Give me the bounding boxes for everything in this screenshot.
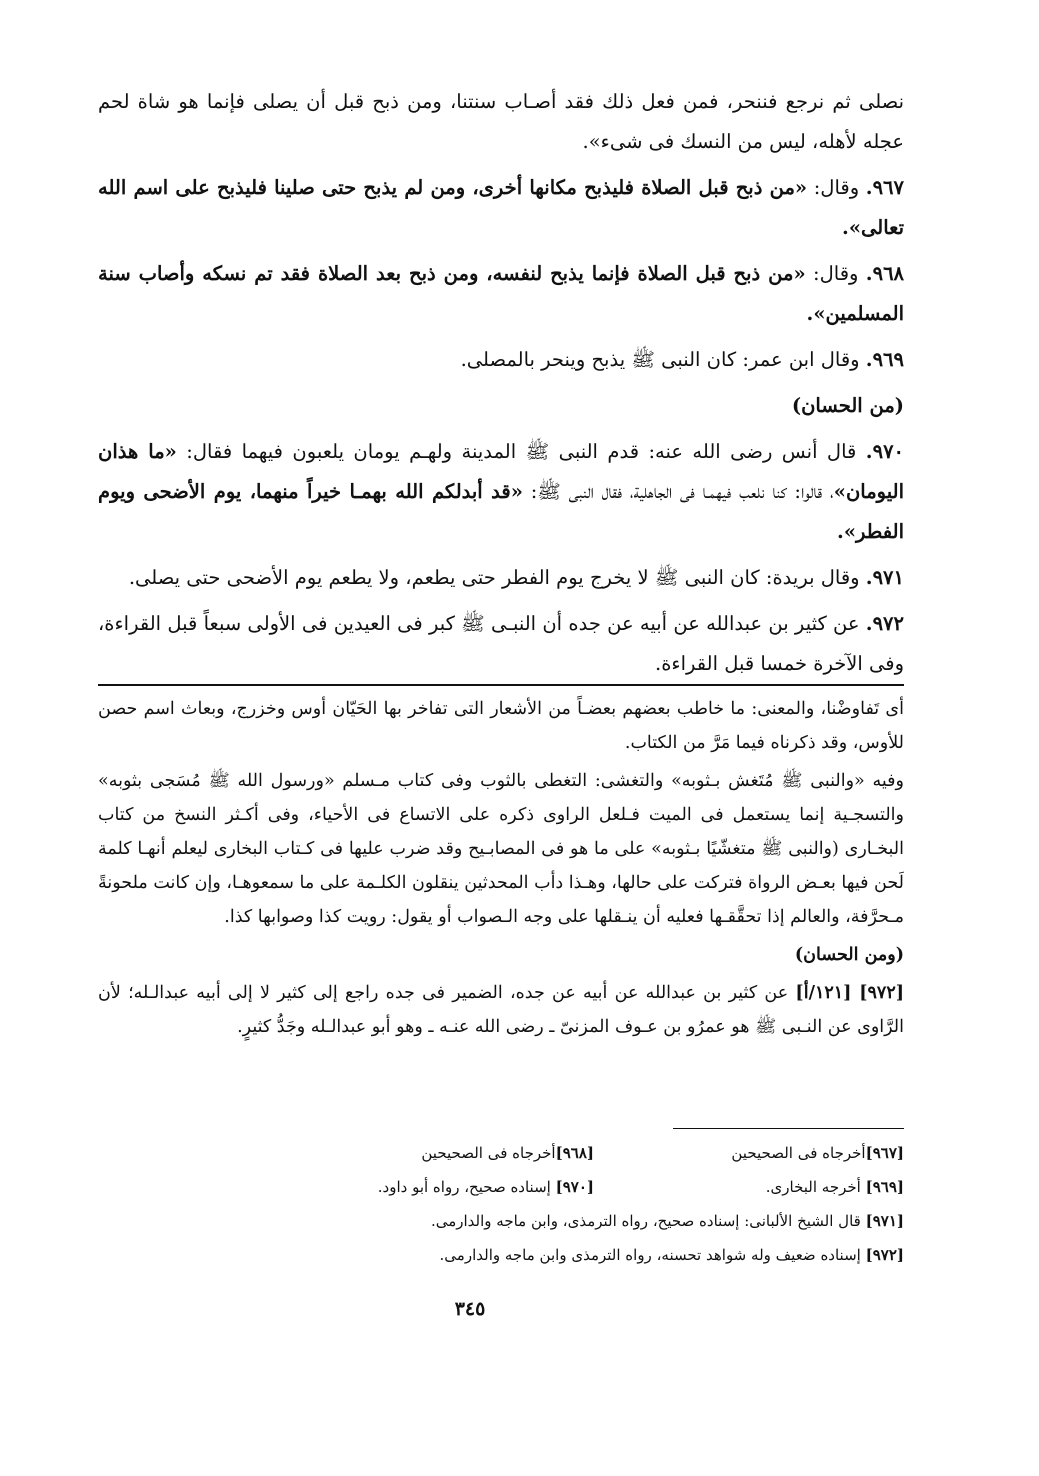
footnote: [٩٧١] قال الشيخ الألبانی: إسناده صحيح، رواه الترمذی، وابن ماجه والدارمی.: [430, 1212, 904, 1230]
footnote: [٩٧٠] إسناده صحيح، رواه أبو داود.: [377, 1178, 594, 1196]
section-heading: (ومن الحسان): [794, 945, 904, 965]
hadith-969: ٩٦٩. وقال ابن عمر: كان النبی ﷺ يذبح وينحر بالمصلی.: [460, 348, 904, 371]
hadith-number: ٩٦٨.: [865, 262, 905, 285]
hadith-972: ٩٧٢. عن كثير بن عبدالله عن أبيه عن جده أن النبـی ﷺ كبر فی العيدين فی الأولى سبعاً قبل القراءة، وفی الآخرة خمسا قبل القراءة.: [98, 612, 904, 675]
footnote: [٩٧٢] إسناده ضعيف وله شواهد تحسنه، رواه الترمذی وابن ماجه والدارمی.: [439, 1246, 904, 1264]
hadith-number: ٩٧٢.: [865, 612, 904, 635]
footnote-row: [250, 1238, 904, 1272]
footnote-row: [250, 1204, 904, 1238]
hadith-text-block: [98, 82, 904, 690]
footnote: [٩٦٨]أخرجاه فی الصحيحين: [421, 1144, 594, 1162]
commentary-paragraph: وفيه «والنبی ﷺ مُتَغش بـثوبه» والتغشی: التغطی بالثوب وفی كتاب مـسلم «ورسول الله ﷺ مُسَجی بثوبه» والتسجـية إنما يستعمل فی الميت فـلعل الراوی ذكره على الاتساع فی الأحياء، وفی أكـثر النسخ من كتاب البخـاری (والنبی ﷺ متغشّيًا بـثوبه» على ما هو فی المصابـيح وقد ضرب عليها فی كـتاب البخاری ليعلم أنهـا كلمة لَحن فيها بعـض الرواة فتركت على حالها، وهـذا دأب المحدثين ينقلون الكلـمة على ما سمعوهـا، وإن كانت ملحونةً مـحرَّفة، والعالم إذا تحقَّقـها فعليه أن ينـقلها على وجه الـصواب أو يقول: رويت كذا وصوابها كذا.: [98, 771, 904, 927]
footnote-row: [250, 1170, 904, 1204]
hadith-970: ٩٧٠. قال أنس رضی الله عنه: قدم النبی ﷺ المدينة ولهـم يومان يلعبون فيهما فقال: «ما هذان اليومان»، قالوا: كنا نلعب فيهمـا فی الجاهلية، فقال النبی ﷺ: «قد أبدلكم الله بهمـا خيراً منهما، يوم الأضحى ويوم الفطر».: [98, 440, 905, 543]
footnote: [٩٦٧]أخرجاه فی الصحيحين: [731, 1144, 904, 1162]
hadith-967: ٩٦٧. وقال: «من ذبح قبل الصلاة فليذبح مكانها أخرى، ومن لم يذبح حتى صلينا فليذبح على اسم الله تعالى».: [98, 176, 904, 239]
footnote-row: [250, 1136, 904, 1170]
section-heading: (من الحسان): [791, 394, 904, 417]
hadith-number: ٩٧٠.: [865, 440, 905, 463]
footnote-rule: [673, 1128, 904, 1129]
page-number: ٣٤٥: [454, 1298, 486, 1320]
footnote: [٩٦٩] أخرجه البخاری.: [765, 1178, 904, 1196]
hadith-971: ٩٧١. وقال بريدة: كان النبی ﷺ لا يخرج يوم الفطر حتى يطعم، ولا يطعم يوم الأضحى حتى يصلی.: [128, 566, 904, 589]
hadith-number: ٩٦٩.: [865, 348, 904, 371]
hadith-number: ٩٧١.: [865, 566, 904, 589]
commentary-block: [98, 692, 904, 1048]
hadith-number: ٩٦٧.: [865, 176, 904, 199]
reference-number: [٩٧٢] [١٢١/أ]: [795, 983, 904, 1003]
commentary-paragraph: أی تَفاوضْنا، والمعنى: ما خاطب بعضهم بعضـاً من الأشعار التی تفاخر بها الحَيّان أوس وخزرج، وبعاث اسم حصن للأوس، وقد ذكرناه فيما مَرَّ من الكتاب.: [98, 699, 904, 753]
divider-rule: [98, 684, 904, 686]
hadith-968: ٩٦٨. وقال: «من ذبح قبل الصلاة فإنما يذبح لنفسه، ومن ذبح بعد الصلاة فقد تم نسكه وأصاب سنة المسلمين».: [98, 262, 905, 325]
paragraph-continuation: نصلی ثم نرجع فننحر، فمن فعل ذلك فقد أصـاب سنتنا، ومن ذبح قبل أن يصلی فإنما هو شاة لحم عجله لأهله، ليس من النسك فی شیء».: [98, 90, 904, 153]
commentary-paragraph: [٩٧٢] [١٢١/أ] عن كثير بن عبدالله عن أبيه عن جده، الضمير فی جده راجع إلى كثير لا إلى أبيه عبدالـله؛ لأن الرَّاوی عن النـبی ﷺ هو عمرُو بن عـوف المزنیّ ـ رضی الله عنـه ـ وهو أبو عبدالـله وجَدُّ كثيرٍ.: [98, 983, 904, 1037]
footnotes: [250, 1136, 904, 1272]
